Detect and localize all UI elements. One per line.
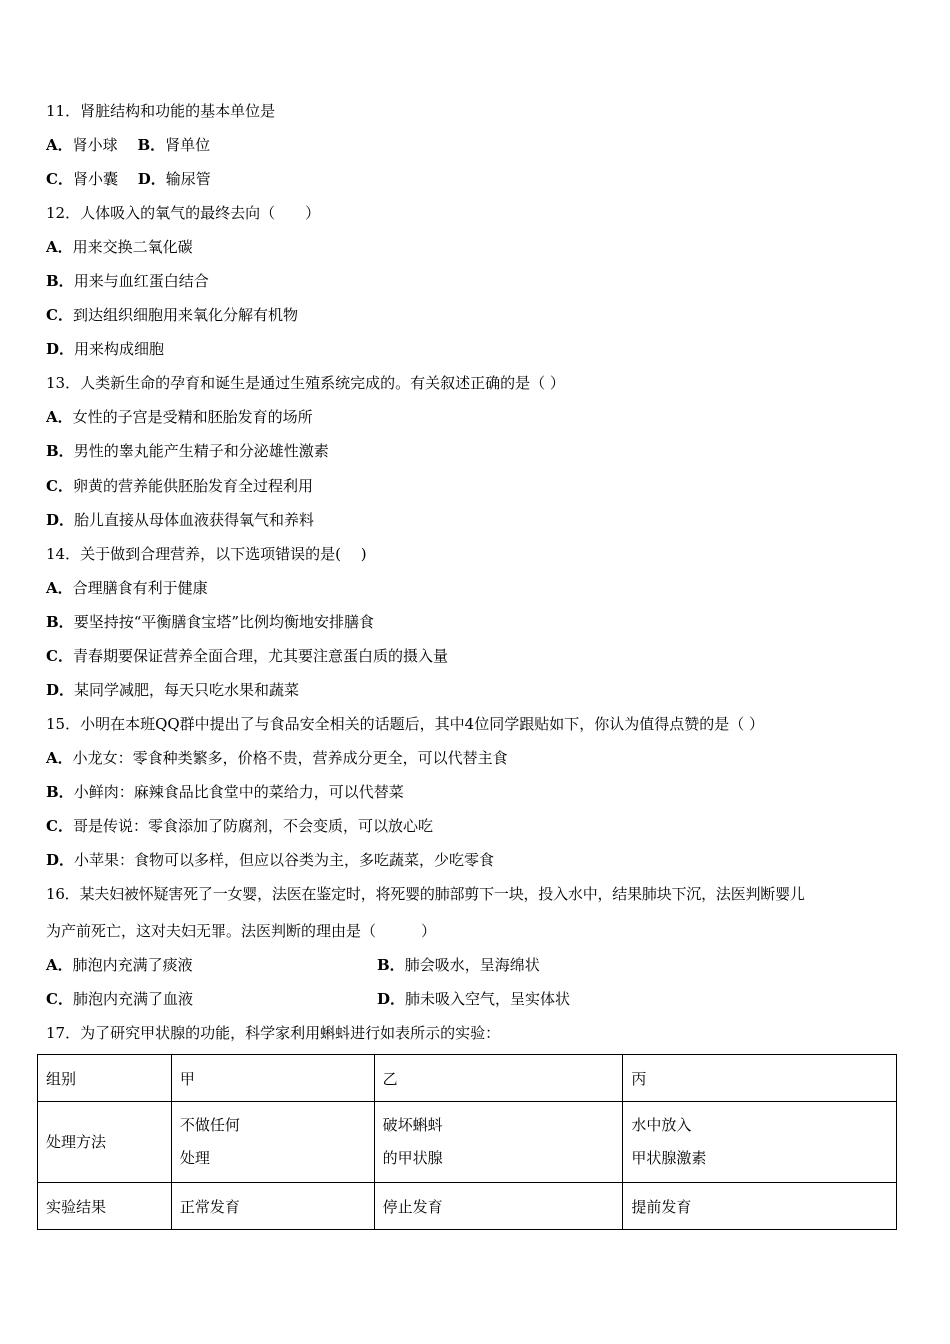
q11-options-cd xyxy=(46,169,211,189)
option-text: 要坚持按“平衡膳食宝塔”比例均衡地安排膳食 xyxy=(73,613,375,631)
q11-option-a-text: 肾小球 xyxy=(72,136,118,154)
option-label: A． xyxy=(46,579,73,597)
option-label: A． xyxy=(46,408,73,426)
q13-option-d xyxy=(46,510,314,530)
table-cell xyxy=(374,1102,623,1183)
q11-option-c-text: 肾小囊 xyxy=(72,170,118,188)
table-header-cell: 组别 xyxy=(38,1055,172,1102)
option-text: 用来与血红蛋白结合 xyxy=(73,272,209,290)
q16-option-b xyxy=(377,955,540,975)
option-label: C． xyxy=(46,817,73,835)
option-label: D． xyxy=(46,681,75,699)
q16-option-a xyxy=(46,955,193,975)
q11-option-b-text: 肾单位 xyxy=(165,136,211,154)
cell-line: 的甲状腺 xyxy=(382,1149,443,1167)
q14-stem: 14．关于做到合理营养，以下选项错误的是( ) xyxy=(46,545,367,563)
table-header-cell: 乙 xyxy=(374,1055,623,1102)
option-label: D． xyxy=(377,990,406,1008)
option-text: 合理膳食有利于健康 xyxy=(72,579,208,597)
q15-option-b xyxy=(46,782,404,802)
q13-stem: 13．人类新生命的孕育和诞生是通过生殖系统完成的。有关叙述正确的是（ ） xyxy=(46,374,565,392)
table-cell xyxy=(623,1102,897,1183)
option-label: C． xyxy=(46,477,73,495)
q11-option-d-label: D． xyxy=(137,170,166,188)
option-text: 男性的睾丸能产生精子和分泌雄性激素 xyxy=(73,442,329,460)
option-label: A． xyxy=(46,238,73,256)
table-row xyxy=(38,1055,897,1102)
option-text: 胎儿直接从母体血液获得氧气和养料 xyxy=(74,511,315,529)
option-text: 用来交换二氧化碳 xyxy=(72,238,193,256)
q12-option-c xyxy=(46,305,298,325)
q14-option-a xyxy=(46,578,208,598)
option-text: 肺会吸水，呈海绵状 xyxy=(404,956,540,974)
option-label: C． xyxy=(46,647,73,665)
q11-stem: 11．肾脏结构和功能的基本单位是 xyxy=(46,102,276,120)
option-label: B． xyxy=(377,956,405,974)
option-text: 某同学减肥，每天只吃水果和蔬菜 xyxy=(74,681,300,699)
option-label: C． xyxy=(46,990,73,1008)
experiment-table xyxy=(37,1054,897,1230)
table-header-cell: 甲 xyxy=(171,1055,374,1102)
q13-option-c xyxy=(46,476,313,496)
q11-option-c-label: C． xyxy=(46,170,73,188)
option-text: 哥是传说：零食添加了防腐剂，不会变质，可以放心吃 xyxy=(72,817,433,835)
table-cell: 停止发育 xyxy=(374,1183,623,1230)
option-text: 肺泡内充满了痰液 xyxy=(72,956,193,974)
option-text: 肺泡内充满了血液 xyxy=(72,990,193,1008)
option-label: B． xyxy=(46,272,74,290)
q12-option-b xyxy=(46,271,209,291)
q15-stem: 15．小明在本班QQ群中提出了与食品安全相关的话题后，其中4位同学跟贴如下，你认为值得点赞的是（ ） xyxy=(46,715,764,733)
option-label: D． xyxy=(46,851,75,869)
q16-option-d xyxy=(377,989,570,1009)
cell-line: 水中放入 xyxy=(631,1116,692,1134)
table-row xyxy=(38,1102,897,1183)
q13-option-b xyxy=(46,441,329,461)
table-cell: 实验结果 xyxy=(38,1183,172,1230)
q12-option-d xyxy=(46,339,164,359)
q16-stem-line2: 为产前死亡，这对夫妇无罪。法医判断的理由是（ ） xyxy=(46,922,437,940)
table-row xyxy=(38,1183,897,1230)
cell-line: 破坏蝌蚪 xyxy=(382,1116,443,1134)
q14-option-d xyxy=(46,680,299,700)
option-label: B． xyxy=(46,613,74,631)
q12-option-a xyxy=(46,237,193,257)
option-label: A． xyxy=(46,956,73,974)
option-text: 小鲜肉：麻辣食品比食堂中的菜给力，可以代替菜 xyxy=(73,783,404,801)
q12-stem: 12．人体吸入的氧气的最终去向（ ） xyxy=(46,204,321,222)
cell-line: 处理 xyxy=(179,1149,210,1167)
q16-stem-line1: 16．某夫妇被怀疑害死了一女婴，法医在鉴定时，将死婴的肺部剪下一块，投入水中，结果肺块下沉，法医判断婴儿 xyxy=(46,885,805,903)
option-text: 卵黄的营养能供胚胎发育全过程利用 xyxy=(72,477,313,495)
option-label: A． xyxy=(46,749,73,767)
option-text: 女性的子宫是受精和胚胎发育的场所 xyxy=(72,408,313,426)
option-text: 小苹果：食物可以多样，但应以谷类为主，多吃蔬菜，少吃零食 xyxy=(74,851,495,869)
table-cell: 处理方法 xyxy=(38,1102,172,1183)
option-text: 青春期要保证营养全面合理，尤其要注意蛋白质的摄入量 xyxy=(72,647,448,665)
option-label: C． xyxy=(46,306,73,324)
table-cell xyxy=(171,1102,374,1183)
q14-option-b xyxy=(46,612,374,632)
q15-option-c xyxy=(46,816,433,836)
table-cell: 提前发育 xyxy=(623,1183,897,1230)
option-label: B． xyxy=(46,783,74,801)
q13-option-a xyxy=(46,407,313,427)
option-label: D． xyxy=(46,511,75,529)
option-text: 肺未吸入空气，呈实体状 xyxy=(405,990,571,1008)
q15-option-a xyxy=(46,748,508,768)
option-text: 小龙女：零食种类繁多，价格不贵，营养成分更全，可以代替主食 xyxy=(72,749,508,767)
option-text: 到达组织细胞用来氧化分解有机物 xyxy=(72,306,298,324)
table-cell: 正常发育 xyxy=(171,1183,374,1230)
q11-option-a-label: A． xyxy=(46,136,73,154)
table-header-cell: 丙 xyxy=(623,1055,897,1102)
q11-option-b-label: B． xyxy=(137,136,166,154)
cell-line: 不做任何 xyxy=(179,1116,240,1134)
cell-line: 甲状腺激素 xyxy=(631,1149,707,1167)
q14-option-c xyxy=(46,646,448,666)
q11-option-d-text: 输尿管 xyxy=(165,170,211,188)
q15-option-d xyxy=(46,850,494,870)
option-label: D． xyxy=(46,340,75,358)
option-text: 用来构成细胞 xyxy=(74,340,165,358)
q17-stem: 17．为了研究甲状腺的功能，科学家利用蝌蚪进行如表所示的实验： xyxy=(46,1024,501,1042)
q16-option-c xyxy=(46,989,193,1009)
option-label: B． xyxy=(46,442,74,460)
q11-options-ab xyxy=(46,135,210,155)
